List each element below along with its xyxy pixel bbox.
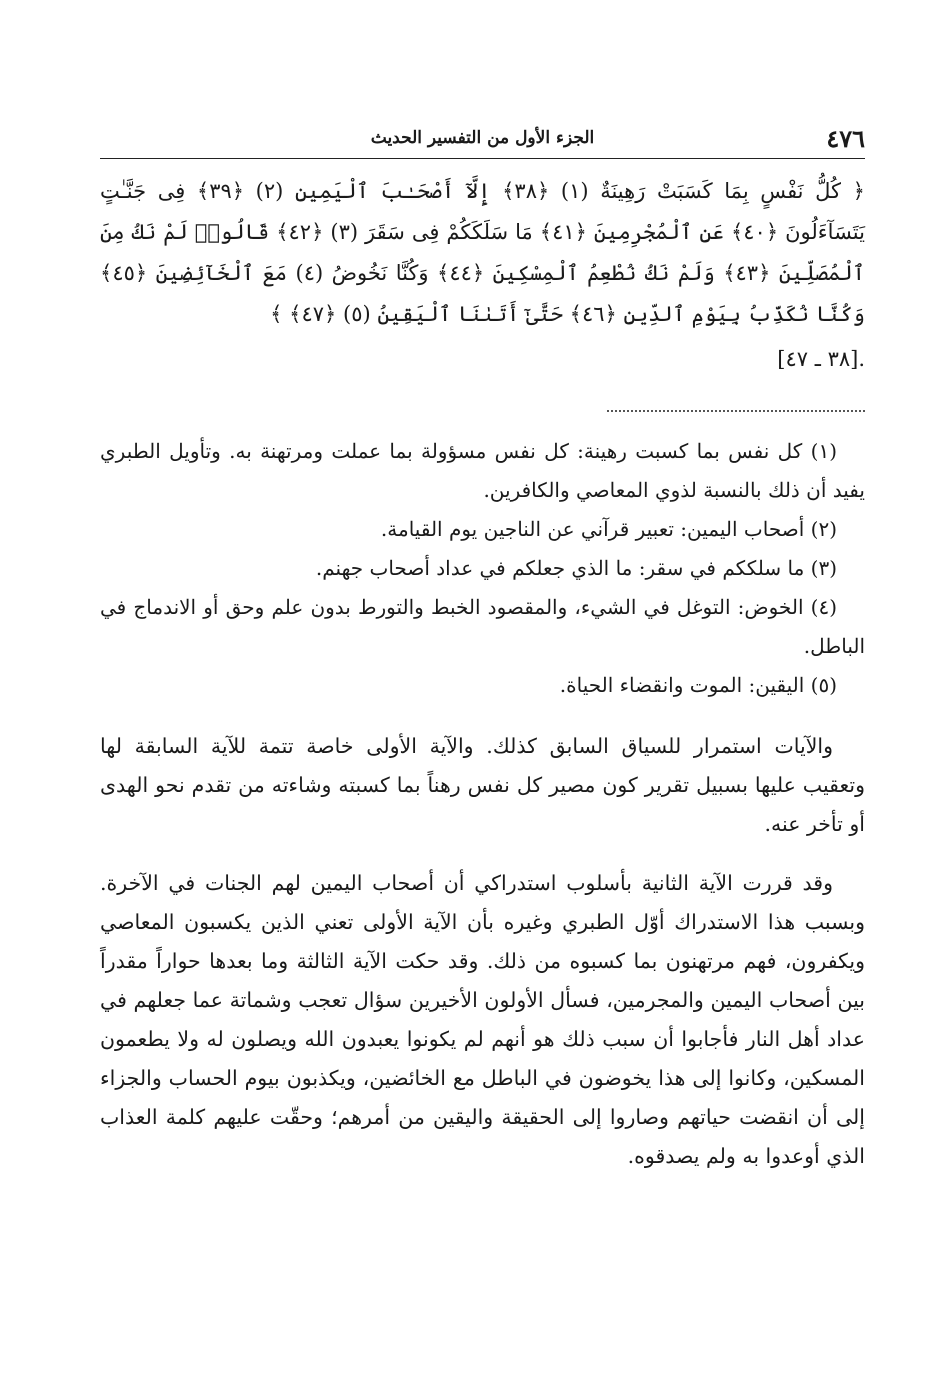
- footnote-5: (٥) اليقين: الموت وانقضاء الحياة.: [559, 673, 837, 697]
- footnote-separator: [607, 409, 865, 412]
- footnote-3: (٣) ما سلككم في سقر: ما الذي جعلكم في عداد أصحاب جهنم.: [315, 556, 837, 580]
- book-title: الجزء الأول من التفسير الحديث: [370, 128, 595, 148]
- verse-reference: .[٣٨ ـ ٤٧]: [777, 347, 865, 371]
- footnote-4: (٤) الخوض: التوغل في الشيء، والمقصود الخبط والتورط بدون علم وحق أو الاندماج في الباطل.: [100, 595, 865, 658]
- running-header: [100, 118, 865, 159]
- paragraph-1: والآيات استمرار للسياق السابق كذلك. والآية الأولى خاصة تتمة للآية السابقة لها وتعقيب عليها بسبيل تقرير كون مصير كل نفس رهناً بما كسبته وشاءته من تقدم نحو الهدى أو تأخر عنه.: [100, 734, 865, 836]
- footnote-2: (٢) أصحاب اليمين: تعبير قرآني عن الناجين يوم القيامة.: [380, 517, 837, 541]
- quran-verses: ﴿ كُلُّ نَفْسٍ بِمَا كَسَبَتْ رَهِينَةٌ (١) ﴿٣٨﴾ إِلَّآ أَصْحَـٰبَ ٱلْيَمِينِ (٢) ﴿٣٩﴾ فِى جَنَّـٰتٍ يَتَسَآءَلُونَ ﴿٤٠﴾ عَنِ ٱلْمُجْرِمِينَ ﴿٤١﴾ مَا سَلَكَكُمْ فِى سَقَرَ (٣) ﴿٤٢﴾ قَالُوا۟ لَمْ نَكُ مِنَ ٱلْمُصَلِّينَ ﴿٤٣﴾ وَلَمْ نَكُ نُطْعِمُ ٱلْمِسْكِينَ ﴿٤٤﴾ وَكُنَّا نَخُوضُ (٤) مَعَ ٱلْخَآئِضِينَ ﴿٤٥﴾ وَكُنَّا نُكَذِّبُ بِيَوْمِ ٱلدِّينِ ﴿٤٦﴾ حَتَّىٰٓ أَتَىٰنَا ٱلْيَقِينُ (٥) ﴿٤٧﴾ ﴾: [100, 179, 865, 326]
- page: [100, 118, 865, 1196]
- footnote-1: (١) كل نفس بما كسبت رهينة: كل نفس مسؤولة بما عملت ومرتهنة به. وتأويل الطبري يفيد أن ذلك بالنسبة لذوي المعاصي والكافرين.: [100, 439, 865, 502]
- paragraph-2: وقد قررت الآية الثانية بأسلوب استدراكي أن أصحاب اليمين لهم الجنات في الآخرة. وبسبب هذا الاستدراك أوّل الطبري وغيره بأن الآية الأولى تعني الذين يكسبون المعاصي ويكفرون، فهم مرتهنون بما كسبوه من ذلك. وقد حكت الآية الثالثة وما بعدها حواراً مقدراً بين أصحاب اليمين والمجرمين، فسأل الأولون الأخيرين سؤال تعجب وشماتة عما جعلهم في عداد أهل النار فأجابوا أن سبب ذلك هو أنهم لم يكونوا يعبدون الله ويصلون له ولا يطعمون المسكين، وكانوا إلى هذا يخوضون في الباطل مع الخائضين، ويكذبون بيوم الحساب والجزاء إلى أن انقضت حياتهم وصاروا إلى الحقيقة واليقين من أمرهم؛ وحقّت عليهم كلمة العذاب الذي أوعدوا به ولم يصدقوه.: [100, 871, 865, 1168]
- footnotes: [100, 432, 865, 705]
- page-number: ٤٧٦: [826, 124, 865, 153]
- commentary: [100, 727, 865, 1176]
